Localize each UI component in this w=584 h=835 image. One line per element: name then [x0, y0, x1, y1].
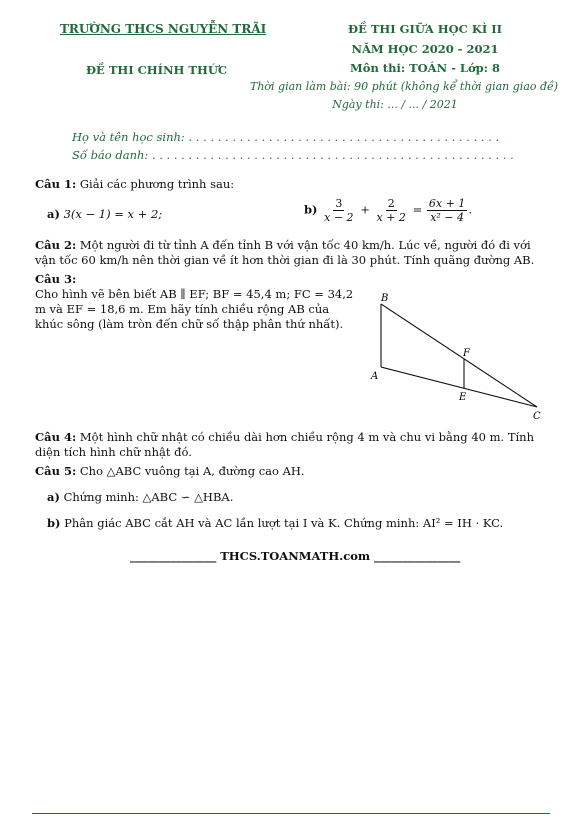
question-3-label: Câu 3:: [35, 272, 77, 286]
point-f-label: F: [463, 348, 470, 359]
question-1: [35, 177, 234, 191]
question-1a-label: a): [47, 207, 60, 221]
fraction-1: $\frac{3}{x - 2}$: [324, 197, 354, 224]
question-2-label: Câu 2:: [35, 238, 77, 252]
question-1-text: Giải các phương trình sau:: [79, 177, 235, 191]
question-5b-label: b): [47, 516, 61, 530]
student-name-field: Họ và tên học sinh: . . . . . . . . . . . . . . . . . . . . . . . . . . . . . . . . . . . . . . . . . . .: [72, 130, 500, 144]
school-year: NĂM HỌC 2020 - 2021: [351, 42, 499, 56]
fraction-2: $\frac{2}{x + 2}$: [376, 197, 406, 224]
question-1b: b) $\frac{3}{x - 2}$ + $\frac{2}{x + 2}$ = $\frac{6x + 1}{\text{x² − 4}}$ .: [304, 197, 472, 224]
duration: Thời gian làm bài: 90 phút (không kể thời gian giao đề): [250, 80, 559, 93]
exam-date: Ngày thi: ... / ... / 2021: [332, 98, 458, 111]
exam-title: ĐỀ THI GIỮA HỌC KÌ II: [348, 22, 502, 36]
subject: Môn thi: TOÁN - Lớp: 8: [350, 61, 500, 75]
question-4-label: Câu 4:: [35, 430, 77, 444]
question-5-text: Cho △ABC vuông tại A, đường cao AH.: [79, 464, 305, 478]
point-e-label: E: [459, 392, 467, 403]
question-5b: [47, 516, 503, 530]
river-figure: [365, 285, 550, 425]
question-3-text: Cho hình vẽ bên biết AB ∥ EF; BF = 45,4 m; FC = 34,2 m và EF = 18,6 m. Em hãy tính chiều rộng AB của khúc sông (làm tròn đến chữ số thập phân thứ nhất).: [35, 287, 354, 331]
point-a-label: A: [371, 371, 379, 382]
student-id-field: Số báo danh: . . . . . . . . . . . . . . . . . . . . . . . . . . . . . . . . . . . . . . . . . . . . . . . . . .: [72, 148, 514, 162]
official-label: ĐỀ THI CHÍNH THỨC: [86, 63, 228, 77]
question-5-label: Câu 5:: [35, 464, 77, 478]
question-1b-label: b): [304, 202, 318, 217]
question-1-label: Câu 1:: [35, 177, 77, 191]
question-5a-label: a): [47, 490, 60, 504]
question-4-text: Một hình chữ nhật có chiều dài hơn chiều rộng 4 m và chu vi bằng 40 m. Tính diện tích hình chữ nhật đó.: [35, 430, 534, 459]
point-c-label: C: [533, 411, 541, 422]
bottom-rule: [32, 813, 550, 814]
question-5a-text: Chứng minh: △ABC ∽ △HBA.: [63, 490, 234, 504]
footer-website: _______________ THCS.TOANMATH.com _______________: [130, 549, 461, 563]
question-5: [35, 464, 305, 478]
point-b-label: B: [381, 293, 389, 304]
question-5b-text: Phân giác ABC cắt AH và AC lần lượt tại I và K. Chứng minh: AI² = IH · KC.: [64, 516, 504, 530]
question-2-text: Một người đi từ tỉnh A đến tỉnh B với vận tốc 40 km/h. Lúc về, người đó đi với vận tốc 60 km/h nên thời gian về ít hơn thời gian đi là 30 phút. Tính quãng đường AB.: [35, 238, 535, 267]
fraction-3: $\frac{6x + 1}{\text{x² − 4}}$: [428, 197, 466, 224]
question-2: [35, 238, 550, 268]
question-1a-equation: 3(x − 1) = x + 2;: [63, 207, 163, 221]
question-5a: [47, 490, 233, 504]
question-1a: [47, 207, 162, 221]
question-4: [35, 430, 550, 460]
school-name: TRƯỜNG THCS NGUYỄN TRÃI: [60, 22, 267, 36]
